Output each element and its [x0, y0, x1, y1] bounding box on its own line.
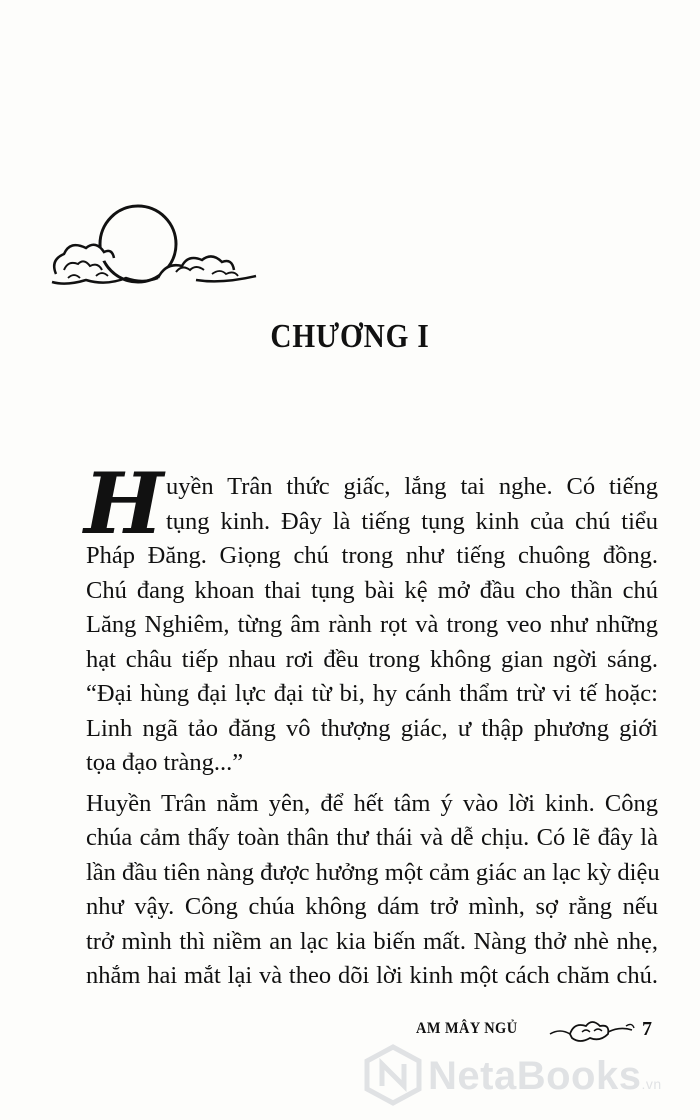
page-number: 7 [642, 1018, 652, 1040]
text-line: chúa cảm thấy toàn thân thư thái và dễ chịu. Có lẽ đây là [86, 824, 658, 851]
text-line: Linh ngã tảo đăng vô thượng giác, ư thập phương giới [86, 714, 658, 742]
watermark [362, 1040, 692, 1112]
text-line: Chú đang khoan thai tụng bài kệ mở đầu cho thần chú [86, 576, 658, 604]
text-line: lần đầu tiên nàng được hưởng một cảm giác an lạc kỳ diệu [86, 858, 660, 886]
watermark-text: NetaBooks.vn [428, 1054, 662, 1098]
body-text [84, 454, 660, 994]
text-line: trở mình thì niềm an lạc kia biến mất. Nàng thở nhè nhẹ, [86, 927, 658, 955]
chapter-title: CHƯƠNG I [270, 318, 430, 355]
paragraph [84, 454, 658, 781]
text-line: Lăng Nghiêm, từng âm rành rọt và trong veo như những [86, 611, 658, 638]
paragraph [86, 787, 658, 994]
text-line: tọa đạo tràng...” [86, 749, 244, 776]
moon-cloud-ornament [46, 200, 266, 300]
running-title: AM MÂY NGỦ [416, 1020, 518, 1037]
text-line: Pháp Đăng. Giọng chú trong như tiếng chuông đồng. [86, 542, 658, 569]
text-line: nhắm hai mắt lại và theo dõi lời kinh một cách chăm chú. [86, 962, 658, 989]
text-line: tụng kinh. Đây là tiếng tụng kinh của chú tiểu [166, 507, 658, 535]
text-line: như vậy. Công chúa không dám trở mình, sợ rằng nếu [86, 893, 658, 920]
text-line: uyền Trân thức giấc, lắng tai nghe. Có tiếng [166, 473, 658, 500]
text-line: Huyền Trân nằm yên, để hết tâm ý vào lời kinh. Công [86, 789, 658, 817]
text-line: “Đại hùng đại lực đại từ bi, hy cánh thẩm trừ vi tế hoặc: [86, 680, 658, 707]
drop-cap: H [84, 454, 164, 553]
netabooks-logo-icon [362, 1044, 424, 1106]
text-line: hạt châu tiếp nhau rơi đều trong không gian ngời sáng. [86, 645, 658, 673]
